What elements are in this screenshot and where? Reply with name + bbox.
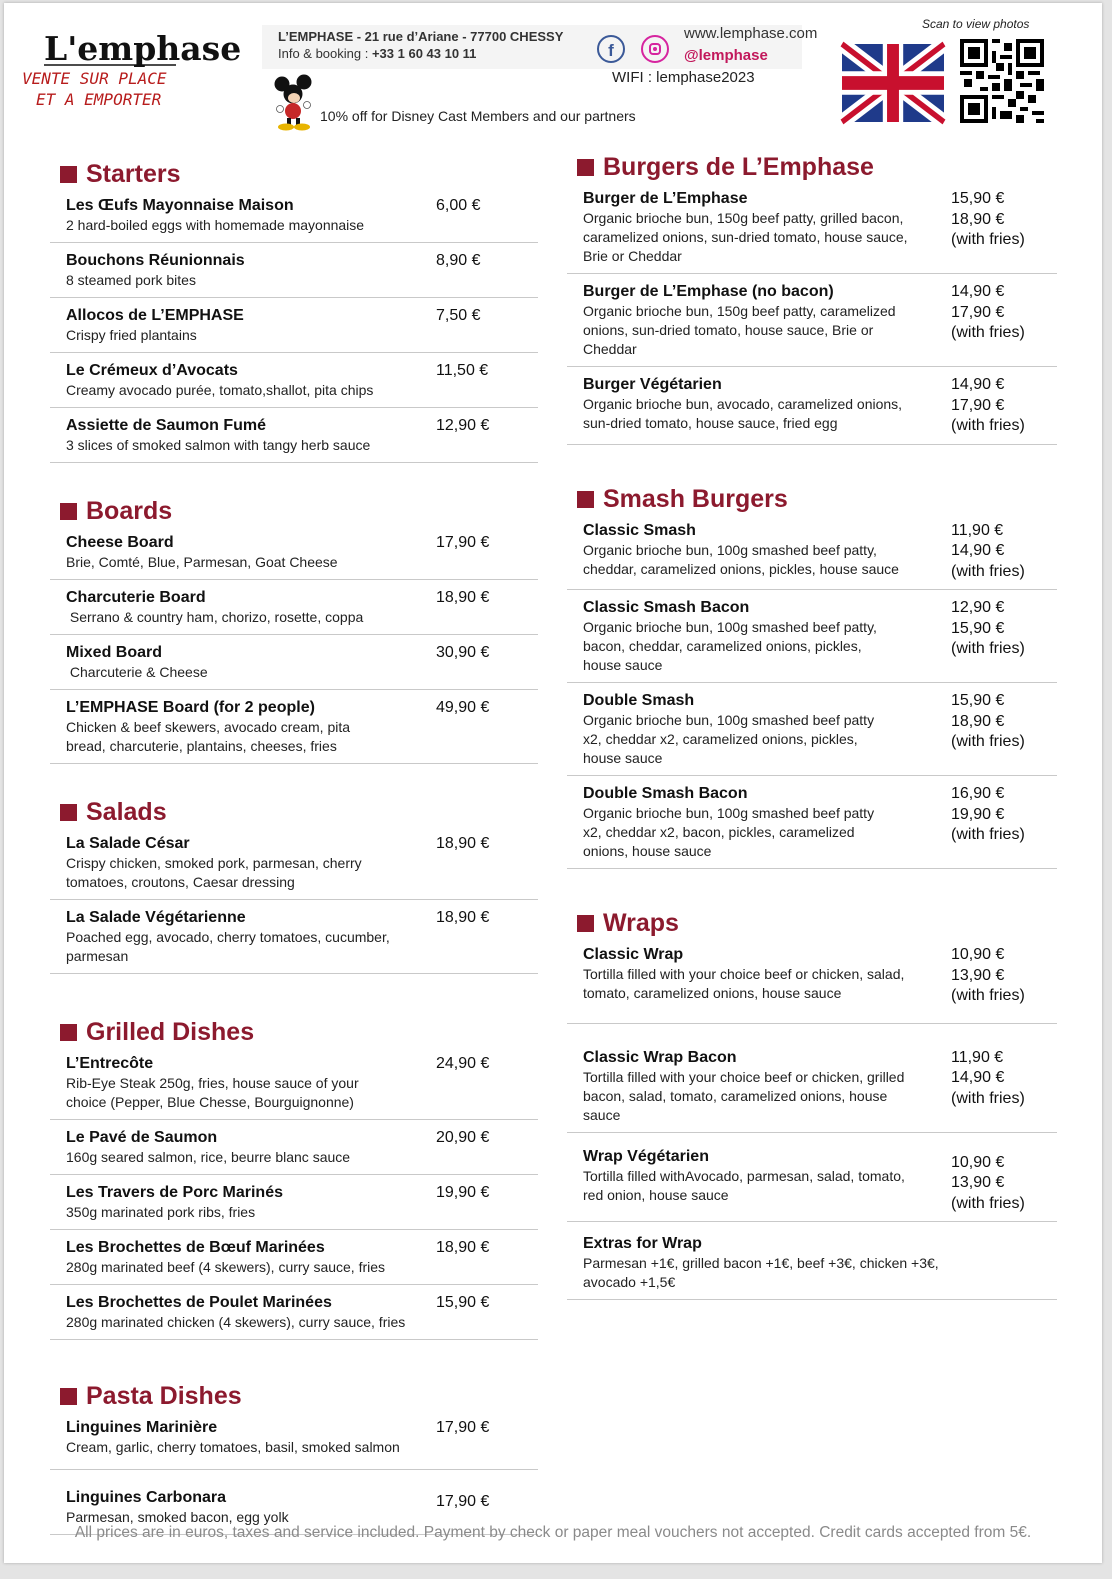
website-link[interactable]: www.lemphase.com <box>684 25 818 42</box>
menu-item: Burger de L’Emphase Organic brioche bun, 150g beef patty, grilled bacon, caramelized onions, sun-dried tomato, house sauce, Brie or Cheddar 15,90 € 18,90 € (with fries) <box>567 187 1057 274</box>
menu-item: Les Travers de Porc Marinés 350g marinated pork ribs, fries 19,90 € <box>50 1181 538 1230</box>
menu-item: Le Crémeux d’Avocats Creamy avocado purée, tomato,shallot, pita chips 11,50 € <box>50 359 538 408</box>
menu-item: Linguines Marinière Cream, garlic, cherry tomatoes, basil, smoked salmon 17,90 € <box>50 1416 538 1470</box>
wifi-info: WIFI : lemphase2023 <box>612 69 755 86</box>
menu-item: La Salade César Crispy chicken, smoked pork, parmesan, cherry tomatoes, croutons, Caesar dressing 18,90 € <box>50 832 538 900</box>
svg-text:L'emphase: L'emphase <box>44 29 242 68</box>
menu-page <box>4 3 1102 1563</box>
menu-item: Classic Smash Organic brioche bun, 100g smashed beef patty, cheddar, caramelized onions, pickles, house sauce 11,90 € 14,90 € (with fries) <box>567 519 1057 591</box>
menu-item: L’Entrecôte Rib-Eye Steak 250g, fries, house sauce of your choice (Pepper, Blue Chesse, Bourguignonne) 24,90 € <box>50 1052 538 1120</box>
right-menu-column <box>567 153 1057 1306</box>
square-bullet-icon <box>60 166 77 183</box>
menu-item: Charcuterie Board Serrano & country ham, chorizo, rosette, coppa 18,90 € <box>50 586 538 635</box>
section-title-smash-burgers: Smash Burgers <box>577 485 1057 514</box>
menu-item: Burger de L’Emphase (no bacon) Organic brioche bun, 150g beef patty, caramelized onions, sun-dried tomato, house sauce, Brie or Cheddar 14,90 € 17,90 € (with fries) <box>567 280 1057 367</box>
section-title-burgers: Burgers de L’Emphase <box>577 153 1057 182</box>
section-title-pasta-dishes: Pasta Dishes <box>60 1382 538 1411</box>
scan-note: Scan to view photos <box>922 17 1030 31</box>
menu-item: Le Pavé de Saumon 160g seared salmon, rice, beurre blanc sauce 20,90 € <box>50 1126 538 1175</box>
tagline-line-1: VENTE SUR PLACE <box>22 69 167 88</box>
menu-item: Double Smash Organic brioche bun, 100g smashed beef patty x2, cheddar x2, caramelized onions, pickles, house sauce 15,90 € 18,90 € (with fries) <box>567 689 1057 776</box>
square-bullet-icon <box>60 503 77 520</box>
menu-item: Classic Smash Bacon Organic brioche bun, 100g smashed beef patty, bacon, cheddar, caramelized onions, pickles, house sauce 12,90 € 15,90 € (with fries) <box>567 596 1057 683</box>
instagram-icon[interactable] <box>641 35 669 63</box>
square-bullet-icon <box>60 804 77 821</box>
square-bullet-icon <box>577 915 594 932</box>
menu-item: Classic Wrap Tortilla filled with your choice beef or chicken, salad, tomato, caramelized onions, house sauce 10,90 € 13,90 € (with fries) <box>567 943 1057 1024</box>
footer-note: All prices are in euros, taxes and service included. Payment by check or paper meal vouchers not accepted. Credit cards accepted from 5€. <box>74 1524 1032 1541</box>
menu-item: Burger Végétarien Organic brioche bun, avocado, caramelized onions, sun-dried tomato, house sauce, fried egg 14,90 € 17,90 € (with fries) <box>567 373 1057 445</box>
menu-item: Les Brochettes de Bœuf Marinées 280g marinated beef (4 skewers), curry sauce, fries 18,90 € <box>50 1236 538 1285</box>
qr-code-icon[interactable] <box>960 39 1044 123</box>
booking-info <box>278 46 476 61</box>
menu-item: Bouchons Réunionnais 8 steamed pork bites 8,90 € <box>50 249 538 298</box>
extras-block <box>567 1228 1057 1300</box>
booking-label: Info & booking : <box>278 46 372 61</box>
menu-item: Les Œufs Mayonnaise Maison 2 hard-boiled eggs with homemade mayonnaise 6,00 € <box>50 194 538 243</box>
menu-item: Mixed Board Charcuterie & Cheese 30,90 € <box>50 641 538 690</box>
instagram-handle[interactable]: @lemphase <box>684 47 768 64</box>
menu-item: Linguines Carbonara Parmesan, smoked bacon, egg yolk 17,90 € <box>50 1476 538 1535</box>
tagline-line-2: ET A EMPORTER <box>36 90 162 109</box>
menu-item: Double Smash Bacon Organic brioche bun, 100g smashed beef patty x2, cheddar x2, bacon, pickles, caramelized onions, house sauce 16,90 € 19,90 € (with fries) <box>567 782 1057 869</box>
menu-item: Assiette de Saumon Fumé 3 slices of smoked salmon with tangy herb sauce 12,90 € <box>50 414 538 463</box>
square-bullet-icon <box>577 491 594 508</box>
facebook-icon[interactable]: f <box>597 35 625 63</box>
menu-item: La Salade Végétarienne Poached egg, avocado, cherry tomatoes, cucumber, parmesan 18,90 € <box>50 906 538 974</box>
uk-flag-icon[interactable] <box>842 44 944 122</box>
menu-item: L’EMPHASE Board (for 2 people) Chicken & beef skewers, avocado cream, pita bread, charcuterie, plantains, cheeses, fries 49,90 € <box>50 696 538 764</box>
extras-desc: Parmesan +1€, grilled bacon +1€, beef +3€, chicken +3€, avocado +1,5€ <box>583 1255 939 1290</box>
section-title-salads: Salads <box>60 798 538 827</box>
menu-item: Classic Wrap Bacon Tortilla filled with your choice beef or chicken, grilled bacon, salad, tomato, caramelized onions, house sauce 11,90 € 14,90 € (with fries) <box>567 1030 1057 1133</box>
section-title-starters: Starters <box>60 160 538 189</box>
mickey-mouse-icon <box>272 75 318 131</box>
square-bullet-icon <box>577 159 594 176</box>
brand-logo <box>42 27 242 68</box>
menu-item: Cheese Board Brie, Comté, Blue, Parmesan, Goat Cheese 17,90 € <box>50 531 538 580</box>
menu-item: Wrap Végétarien Tortilla filled withAvocado, parmesan, salad, tomato, red onion, house sauce 10,90 € 13,90 € (with fries) <box>567 1139 1057 1223</box>
square-bullet-icon <box>60 1024 77 1041</box>
booking-phone[interactable]: +33 1 60 43 10 11 <box>371 46 477 61</box>
menu-item: Allocos de L’EMPHASE Crispy fried plantains 7,50 € <box>50 304 538 353</box>
restaurant-address: L’EMPHASE - 21 rue d’Ariane - 77700 CHESSY <box>278 29 564 44</box>
disney-discount-note: 10% off for Disney Cast Members and our partners <box>320 108 636 124</box>
section-title-grilled-dishes: Grilled Dishes <box>60 1018 538 1047</box>
left-menu-column <box>50 160 538 1541</box>
square-bullet-icon <box>60 1388 77 1405</box>
extras-title: Extras for Wrap <box>583 1235 702 1252</box>
section-title-wraps: Wraps <box>577 909 1057 938</box>
section-title-boards: Boards <box>60 497 538 526</box>
menu-item: Les Brochettes de Poulet Marinées 280g marinated chicken (4 skewers), curry sauce, fries 15,90 € <box>50 1291 538 1340</box>
